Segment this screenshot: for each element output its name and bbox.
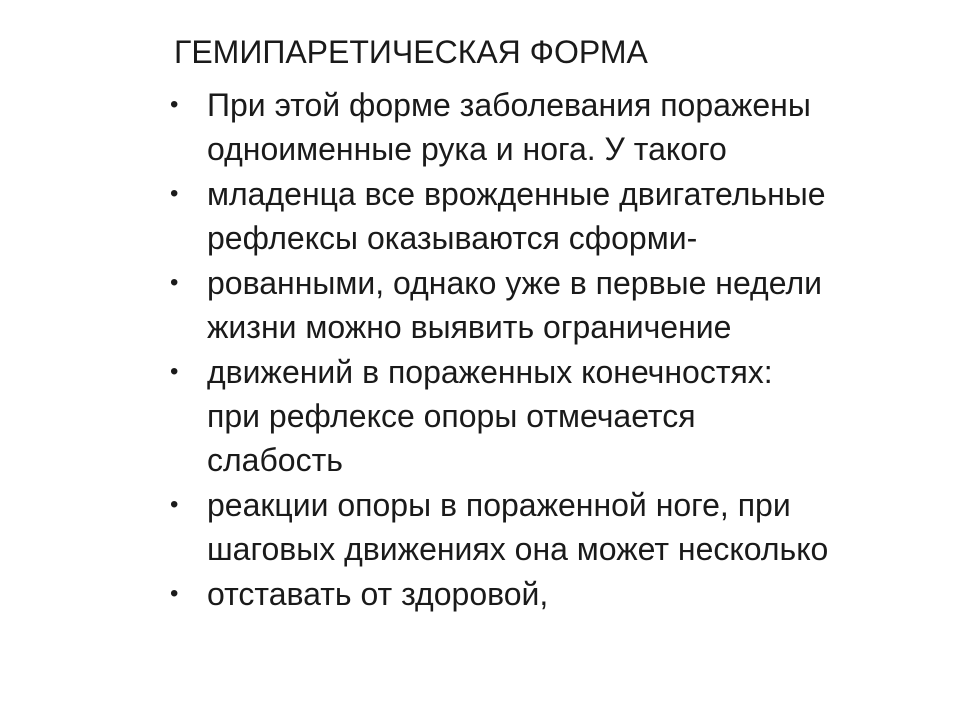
bullet-icon: • xyxy=(170,580,179,607)
bullet-text xyxy=(207,172,907,260)
bullet-line: реакции опоры в пораженной ноге, при xyxy=(207,487,791,523)
bullet-line: рефлексы оказываются сформи- xyxy=(207,220,698,256)
bullet-icon: • xyxy=(170,180,179,207)
bullet-line: младенца все врожденные двигательные xyxy=(207,176,826,212)
bullet-line: при рефлексе опоры отмечается xyxy=(207,398,696,434)
slide-title: ГЕМИПАРЕТИЧЕСКАЯ ФОРМА xyxy=(174,34,648,70)
bullet-icon: • xyxy=(170,91,179,118)
bullet-text xyxy=(207,483,907,571)
bullet-line: рованными, однако уже в первые недели xyxy=(207,265,822,301)
bullet-text xyxy=(207,572,907,616)
bullet-line: слабость xyxy=(207,442,343,478)
bullet-text xyxy=(207,83,907,171)
bullet-text xyxy=(207,261,907,349)
bullet-icon: • xyxy=(170,358,179,385)
bullet-line: одноименные рука и нога. У такого xyxy=(207,131,727,167)
bullet-line: отставать от здоровой, xyxy=(207,576,549,612)
bullet-line: шаговых движениях она может несколько xyxy=(207,531,829,567)
bullet-line: При этой форме заболевания поражены xyxy=(207,87,811,123)
bullet-icon: • xyxy=(170,491,179,518)
bullet-line: жизни можно выявить ограничение xyxy=(207,309,732,345)
bullet-text xyxy=(207,350,907,482)
bullet-line: движений в пораженных конечностях: xyxy=(207,354,773,390)
bullet-icon: • xyxy=(170,269,179,296)
